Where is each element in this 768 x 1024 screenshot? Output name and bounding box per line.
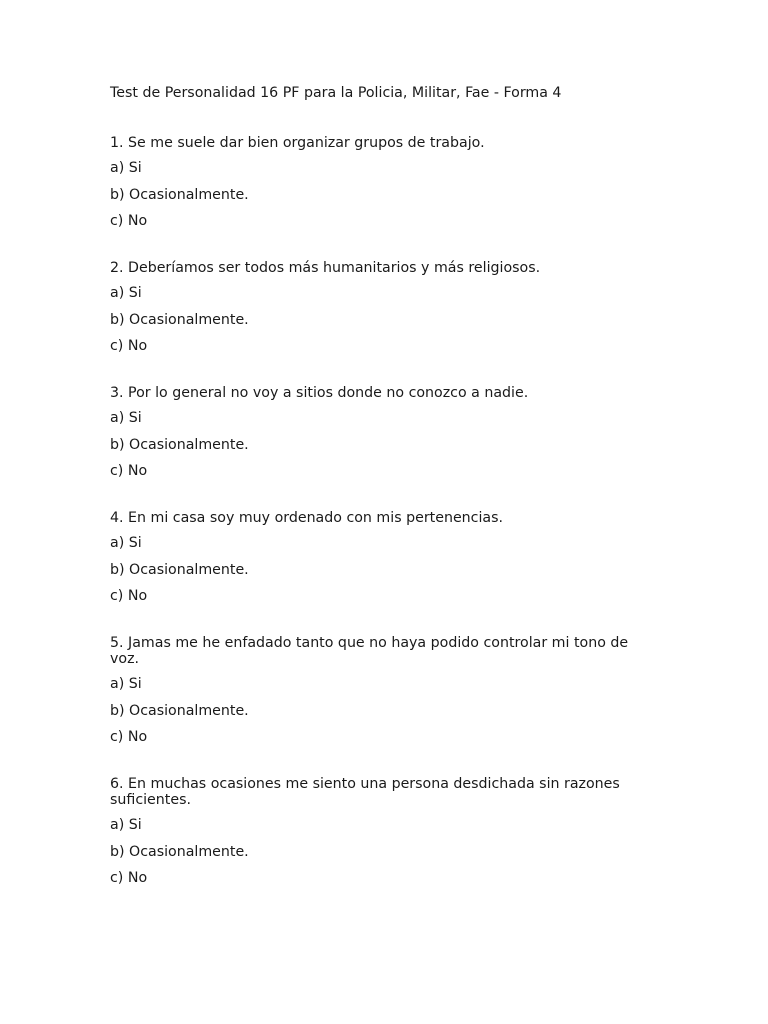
option-a: a) Si — [110, 160, 142, 176]
option-c: c) No — [110, 338, 148, 354]
option-c: c) No — [110, 729, 148, 745]
question-text: 1. Se me suele dar bien organizar grupos de trabajo. — [110, 135, 485, 151]
option-b: b) Ocasionalmente. — [110, 561, 249, 578]
option-b: b) Ocasionalmente. — [110, 436, 249, 453]
option-a: a) Si — [110, 676, 142, 692]
question-5 — [110, 635, 650, 746]
option-c: c) No — [110, 213, 148, 229]
option-c: c) No — [110, 463, 148, 479]
option-a: a) Si — [110, 817, 142, 833]
question-2 — [110, 260, 650, 355]
option-a: a) Si — [110, 535, 142, 551]
question-text: 6. En muchas ocasiones me siento una persona desdichada sin razones suficientes. — [110, 776, 620, 808]
option-c: c) No — [110, 870, 148, 886]
option-b: b) Ocasionalmente. — [110, 311, 249, 328]
question-text: 3. Por lo general no voy a sitios donde no conozco a nadie. — [110, 385, 529, 401]
option-a: a) Si — [110, 285, 142, 301]
question-3 — [110, 385, 650, 480]
document-page — [110, 83, 650, 887]
question-text: 4. En mi casa soy muy ordenado con mis pertenencias. — [110, 510, 504, 526]
question-text: 5. Jamas me he enfadado tanto que no haya podido controlar mi tono de voz. — [110, 635, 629, 667]
question-1 — [110, 135, 650, 230]
option-c: c) No — [110, 588, 148, 604]
document-title: Test de Personalidad 16 PF para la Policia, Militar, Fae - Forma 4 — [110, 85, 562, 101]
option-b: b) Ocasionalmente. — [110, 843, 249, 860]
option-b: b) Ocasionalmente. — [110, 186, 249, 203]
question-4 — [110, 510, 650, 605]
question-text: 2. Deberíamos ser todos más humanitarios y más religiosos. — [110, 260, 541, 276]
question-6 — [110, 776, 650, 887]
option-b: b) Ocasionalmente. — [110, 702, 249, 719]
option-a: a) Si — [110, 410, 142, 426]
